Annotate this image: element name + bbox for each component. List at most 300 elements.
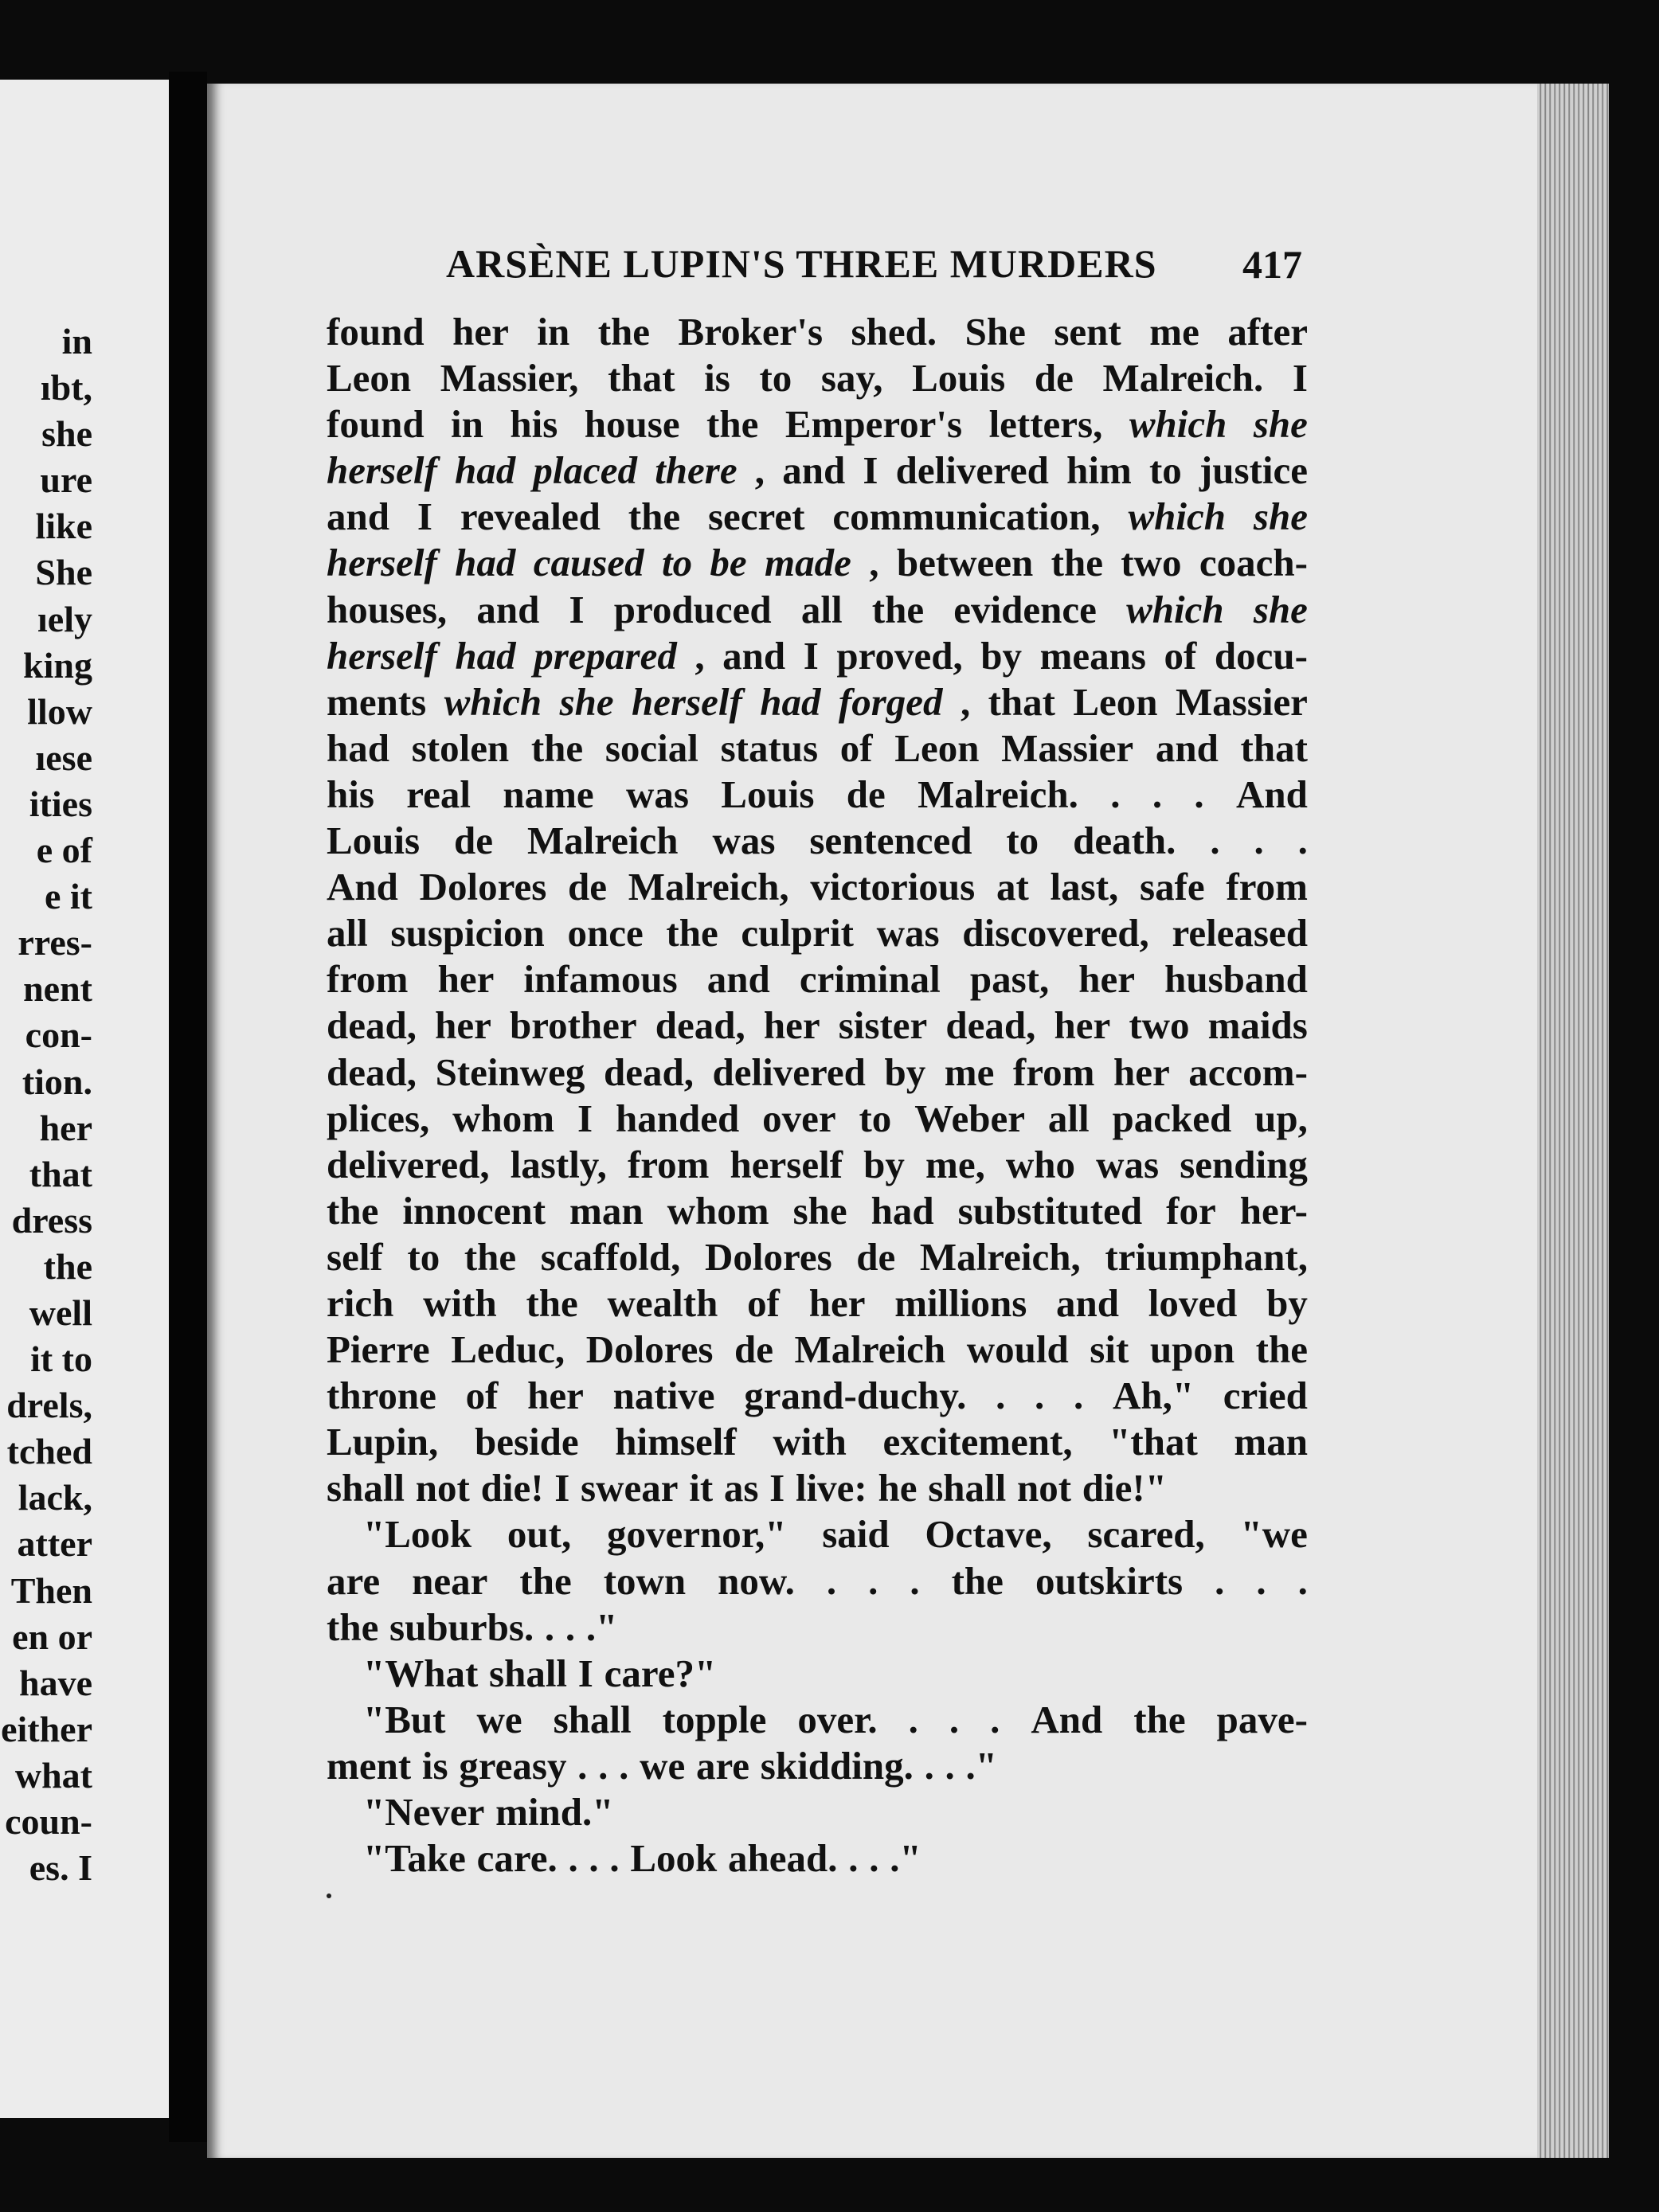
italic-word: which (1128, 494, 1226, 539)
word: husband (1164, 957, 1308, 1002)
word: Malreich, (628, 865, 789, 909)
text-line (327, 1697, 1308, 1743)
word: lastly, (510, 1142, 607, 1186)
word: her- (1239, 1188, 1308, 1233)
word: de (1034, 356, 1074, 401)
word: the (666, 911, 718, 956)
word: culprit (741, 911, 854, 956)
word: that (1240, 725, 1308, 770)
left-page-fragment: ıely (37, 598, 92, 639)
word: she (792, 1188, 847, 1233)
word: social (605, 725, 698, 770)
word: of (747, 1280, 780, 1325)
word: I (569, 587, 585, 631)
word: to (859, 1096, 892, 1140)
left-page-fragment: ıese (35, 737, 92, 778)
word: Dolores (419, 865, 547, 909)
word: herself (730, 1142, 843, 1186)
word: we (640, 1743, 686, 1788)
word: proved, (836, 633, 963, 678)
word: sister (838, 1003, 928, 1048)
text-line (327, 679, 1308, 725)
left-page-fragment: ıbt, (40, 367, 92, 408)
word: greasy (459, 1743, 567, 1788)
word: , (869, 541, 879, 585)
word: with (773, 1420, 847, 1464)
word: with (423, 1280, 497, 1325)
word: once (567, 911, 644, 956)
word: from (327, 957, 409, 1002)
word: me, (925, 1142, 985, 1186)
word: had (871, 1188, 934, 1233)
word: "What (363, 1651, 479, 1695)
text-line (327, 355, 1308, 401)
word: And (327, 865, 398, 909)
word: her (527, 1374, 584, 1418)
text-line (327, 1835, 1308, 1882)
word: And (1031, 1697, 1103, 1741)
running-title: ARSÈNE LUPIN'S THREE MURDERS (446, 241, 1157, 286)
word: Louis (912, 356, 1006, 401)
italic-word: to (661, 541, 693, 585)
word: by (1266, 1280, 1308, 1325)
word: her (1054, 1003, 1111, 1048)
word: Malreich (526, 819, 679, 863)
word: justice (1199, 448, 1308, 493)
word: care. (476, 1836, 558, 1881)
word: I (803, 633, 819, 678)
word: . (1215, 1558, 1225, 1603)
word: "we (1240, 1512, 1308, 1557)
text-line (327, 1280, 1308, 1327)
word: sending (1180, 1142, 1308, 1186)
word: Emperor's (785, 402, 963, 447)
word: discovered, (962, 911, 1149, 956)
italic-word: caused (533, 541, 644, 585)
word: dead, (327, 1049, 417, 1094)
italic-word: she (559, 679, 614, 724)
word: man (1234, 1420, 1308, 1464)
word: sit (1090, 1327, 1129, 1372)
word: Look (630, 1836, 718, 1881)
word: released (1172, 911, 1308, 956)
word: die!" (1082, 1466, 1167, 1510)
italic-word: she (1253, 402, 1308, 447)
text-line (327, 587, 1308, 633)
word: rich (327, 1280, 394, 1325)
word: I (554, 1466, 570, 1510)
word: means (1039, 633, 1146, 678)
word: are (695, 1743, 750, 1788)
word: Malreich (794, 1327, 946, 1372)
italic-word: had (455, 633, 516, 678)
word: Massier (1001, 725, 1134, 770)
left-page-fragment: her (39, 1107, 92, 1148)
word: , (754, 448, 765, 493)
italic-word: she (1253, 494, 1308, 539)
word: safe (1140, 865, 1205, 909)
text-line (327, 725, 1308, 772)
italic-word: placed (533, 448, 638, 493)
word: ahead. (728, 1836, 838, 1881)
word: native (612, 1374, 715, 1418)
word: scared, (1087, 1512, 1205, 1557)
word: real (406, 772, 471, 816)
italic-word: herself (327, 448, 437, 493)
word: Malreich, (919, 1234, 1081, 1279)
word: innocent (402, 1188, 546, 1233)
word: from (627, 1142, 710, 1186)
word: live: (795, 1466, 867, 1510)
left-page-fragment: en or (12, 1616, 92, 1657)
word: and (706, 957, 770, 1002)
text-line (327, 1234, 1308, 1280)
word: two (1129, 1003, 1190, 1048)
word: by (863, 1142, 905, 1186)
word: was (625, 772, 689, 816)
word: him (1066, 448, 1132, 493)
left-page-fragment: lack, (18, 1477, 92, 1518)
word: beside (474, 1420, 579, 1464)
word: secret (707, 494, 805, 539)
word: Massier (1175, 679, 1308, 724)
page-edge-stack (1537, 84, 1609, 2158)
word: . (945, 1743, 955, 1788)
left-page-fragment: like (35, 506, 92, 547)
word: produced (613, 587, 772, 631)
word: . (868, 1558, 878, 1603)
word: and (782, 448, 846, 493)
word: the (327, 1188, 379, 1233)
word: after (1227, 310, 1308, 354)
left-page-fragment: She (35, 552, 92, 593)
word: would (966, 1327, 1069, 1372)
word: and (476, 587, 540, 631)
word: de (856, 1234, 896, 1279)
word: whom (667, 1188, 769, 1233)
word: the (327, 1604, 379, 1649)
word: communication, (832, 494, 1101, 539)
word: Louis (721, 772, 815, 816)
word: . (565, 1604, 576, 1649)
word: "But (363, 1697, 446, 1741)
word: out, (507, 1512, 572, 1557)
word: for (1166, 1188, 1216, 1233)
word: Malreich. (1102, 356, 1264, 401)
word: shall (327, 1466, 405, 1510)
text-line (327, 1142, 1308, 1188)
word: shall (553, 1697, 632, 1741)
italic-word: there (655, 448, 738, 493)
word: outskirts (1035, 1558, 1184, 1603)
word: at (996, 865, 1029, 909)
word: . (1110, 772, 1121, 816)
italic-word: had (455, 541, 516, 585)
word: and (722, 633, 786, 678)
word: evidence (953, 587, 1097, 631)
word: maids (1207, 1003, 1308, 1048)
left-page-fragment: that (29, 1153, 92, 1194)
word: de (846, 772, 886, 816)
word: dead, (603, 1049, 694, 1094)
text-line (327, 494, 1308, 540)
word: . (609, 1836, 620, 1881)
text-line (327, 1604, 1308, 1651)
word: her (808, 1280, 866, 1325)
word: . (568, 1836, 578, 1881)
left-page-fragment: atter (17, 1523, 92, 1565)
left-page-fragment: the (43, 1245, 92, 1287)
word: . (1297, 819, 1308, 863)
word: is (704, 356, 730, 401)
italic-word: forged (838, 679, 943, 724)
text-line (327, 956, 1308, 1002)
word: Dolores (704, 1234, 832, 1279)
italic-word: be (710, 541, 747, 585)
word: we (476, 1697, 522, 1741)
word: had (327, 725, 390, 770)
word: plices, (327, 1096, 430, 1140)
word: of (839, 725, 873, 770)
word: Leon (1073, 679, 1158, 724)
word: Louis (327, 819, 421, 863)
left-page-fragment: nent (23, 968, 92, 1010)
word: status (720, 725, 819, 770)
word: . (577, 1743, 588, 1788)
text-line (327, 447, 1308, 494)
word: infamous (523, 957, 678, 1002)
word: . (924, 1743, 934, 1788)
text-line (327, 1096, 1308, 1142)
word: her (437, 957, 495, 1002)
word: ." (965, 1743, 997, 1788)
text-line (327, 1511, 1308, 1557)
word: over. (797, 1697, 878, 1741)
italic-word: prepared (534, 633, 677, 678)
left-page-fragment: well (29, 1292, 92, 1333)
left-page-fragment: tched (6, 1431, 92, 1472)
word: . (1254, 819, 1264, 863)
italic-word: herself (327, 633, 437, 678)
word: die! (480, 1466, 544, 1510)
word: . (1074, 1374, 1084, 1418)
word: was (712, 819, 776, 863)
left-page-text-fragments (1, 319, 92, 1891)
text-line (327, 1419, 1308, 1465)
word: sent (1054, 310, 1121, 354)
italic-word: herself (327, 541, 437, 585)
word: I (769, 1466, 785, 1510)
left-page-fragment: Then (10, 1569, 92, 1611)
word: . (619, 1743, 629, 1788)
word: all (327, 911, 368, 956)
word: skidding. (760, 1743, 914, 1788)
word: stolen (411, 725, 510, 770)
word: and (1155, 725, 1219, 770)
word: delivered (895, 448, 1049, 493)
word: . (826, 1558, 837, 1603)
word: the (1255, 1327, 1308, 1372)
word: . (869, 1836, 879, 1881)
word: two (1121, 541, 1182, 585)
left-page-fragment: king (23, 644, 92, 686)
word: it (689, 1466, 714, 1510)
word: self (327, 1234, 383, 1279)
word: the (706, 402, 759, 447)
text-line (327, 540, 1308, 586)
left-page-fragment: e of (36, 830, 92, 871)
word: ment (327, 1743, 412, 1788)
word: the (519, 1558, 572, 1603)
word: the (1051, 541, 1103, 585)
left-page-fragment: llow (27, 690, 92, 732)
word: Broker's (678, 310, 824, 354)
word: "Take (363, 1836, 466, 1881)
word: . (1210, 819, 1220, 863)
word: . (1194, 772, 1204, 816)
word: brother (509, 1003, 637, 1048)
word: . (544, 1604, 555, 1649)
left-page-fragment: in (61, 321, 92, 362)
word: I (863, 448, 878, 493)
word: from (1012, 1049, 1095, 1094)
text-line (327, 633, 1308, 679)
word: her (1113, 1049, 1170, 1094)
book-gutter (169, 72, 207, 2142)
italic-word: which (444, 679, 542, 724)
word: to (1006, 819, 1039, 863)
word: name (503, 772, 594, 816)
left-page-fragment: ities (29, 783, 92, 824)
word: victorious (810, 865, 976, 909)
word: the (1133, 1697, 1186, 1741)
text-line (327, 1558, 1308, 1604)
word: Ah," (1112, 1374, 1195, 1418)
word: whom (452, 1096, 555, 1140)
word: of (1164, 633, 1197, 678)
word: triumphant, (1105, 1234, 1308, 1279)
word: between (896, 541, 1034, 585)
word: that (988, 679, 1055, 724)
italic-word: she (1253, 587, 1308, 631)
text-line (327, 1327, 1308, 1373)
italic-word: which (1129, 402, 1227, 447)
word: Leon (894, 725, 980, 770)
word: house (584, 402, 680, 447)
scan-speck (327, 1893, 331, 1898)
word: topple (662, 1697, 767, 1741)
word: ." (890, 1836, 921, 1881)
word: his (510, 402, 558, 447)
word: in (537, 310, 570, 354)
word: not (1016, 1466, 1072, 1510)
word: to (1148, 448, 1182, 493)
italic-word: made (765, 541, 851, 585)
word: ments (327, 679, 427, 724)
word: himself (615, 1420, 737, 1464)
word: . (1152, 772, 1163, 816)
word: I (417, 494, 432, 539)
word: de (734, 1327, 773, 1372)
word: loved (1148, 1280, 1238, 1325)
text-line (327, 401, 1308, 447)
word: letters, (988, 402, 1103, 447)
left-page-fragment: rres- (18, 922, 92, 963)
word: , (695, 633, 705, 678)
word: death. (1073, 819, 1176, 863)
word: I (577, 1651, 593, 1695)
word: he (878, 1466, 918, 1510)
text-line (327, 1743, 1308, 1789)
word: over (762, 1096, 836, 1140)
word: . (908, 1697, 918, 1741)
word: to (407, 1234, 440, 1279)
left-page-fragment: what (14, 1754, 92, 1796)
word: by (980, 633, 1023, 678)
word: dead, (945, 1003, 1036, 1048)
word: man (569, 1188, 644, 1233)
word: dead, (327, 1003, 417, 1048)
word: coach- (1199, 541, 1308, 585)
word: say, (820, 356, 883, 401)
word: substituted (957, 1188, 1143, 1233)
word: Dolores (585, 1327, 714, 1372)
word: grand-duchy. (744, 1374, 967, 1418)
word: "that (1109, 1420, 1198, 1464)
word: shall (489, 1651, 568, 1695)
word: houses, (327, 587, 448, 631)
word: delivered (712, 1049, 866, 1094)
word: Weber (914, 1096, 1025, 1140)
word: Malreich. (918, 772, 1078, 816)
italic-word: had (454, 448, 516, 493)
word: pave- (1216, 1697, 1308, 1741)
text-line (327, 1049, 1308, 1096)
text-line (327, 1002, 1308, 1049)
word: I (1292, 356, 1308, 401)
left-page-fragment: dress (11, 1199, 92, 1241)
word: suburbs. (389, 1604, 534, 1649)
word: the (597, 310, 651, 354)
page-body-text (327, 309, 1308, 1882)
word: her (763, 1003, 820, 1048)
word: . (949, 1697, 960, 1741)
word: said (822, 1512, 890, 1557)
word: revealed (460, 494, 601, 539)
word: cried (1223, 1374, 1308, 1418)
word: shed. (851, 310, 937, 354)
word: by (884, 1049, 926, 1094)
word: near (412, 1558, 488, 1603)
word: de (454, 819, 494, 863)
word: to (759, 356, 792, 401)
word: handed (615, 1096, 740, 1140)
left-page-fragment: have (19, 1662, 92, 1703)
word: , (960, 679, 971, 724)
text-line (327, 1651, 1308, 1697)
word: the (530, 725, 584, 770)
italic-word: which (1126, 587, 1224, 631)
word: found (327, 402, 425, 447)
text-line (327, 1188, 1308, 1234)
word: the (871, 587, 925, 631)
text-line (327, 1789, 1308, 1835)
word: "Never (363, 1790, 485, 1834)
word: me (944, 1049, 995, 1094)
word: dead, (655, 1003, 745, 1048)
left-page-fragment: it to (30, 1339, 92, 1380)
word: Massier, (440, 356, 579, 401)
